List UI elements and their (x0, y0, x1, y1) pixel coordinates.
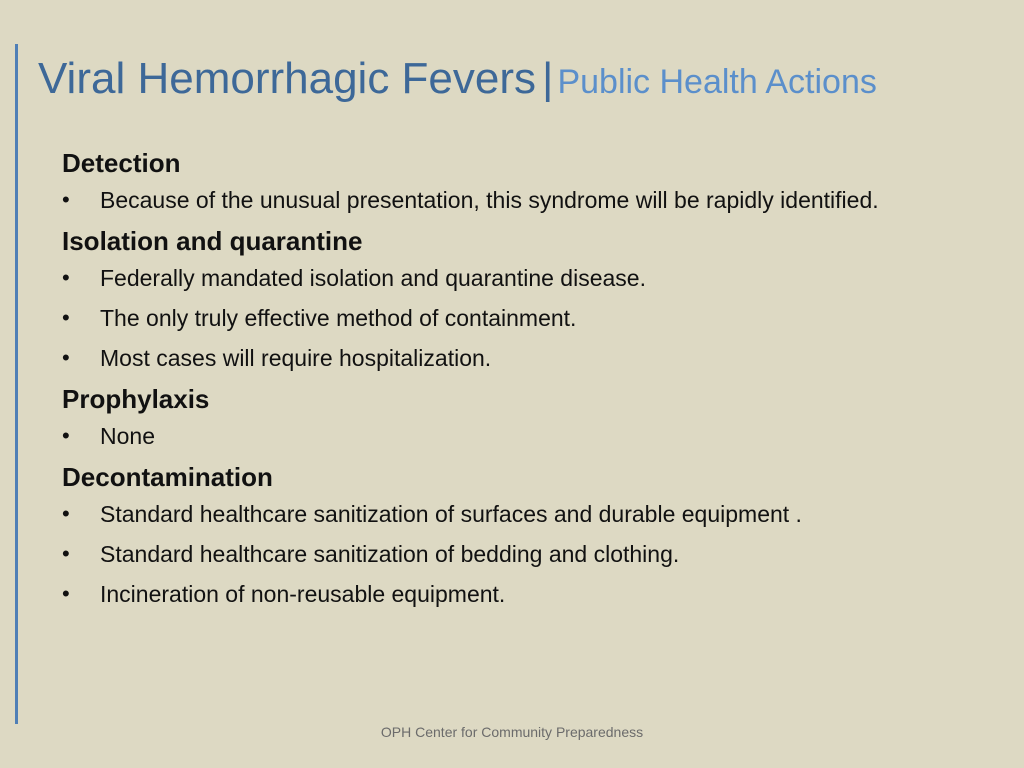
section-heading: Decontamination (62, 462, 273, 492)
bullet-glyph: • (62, 345, 70, 370)
bullet-list (62, 419, 962, 453)
bullet-text: None (100, 423, 155, 449)
bullet-list (62, 497, 962, 611)
title-separator: | (542, 54, 554, 103)
bullet-text: Most cases will require hospitalization. (100, 345, 492, 371)
bullet-glyph: • (62, 187, 70, 212)
bullet-list (62, 261, 962, 375)
accent-bar (15, 44, 18, 724)
bullet-item (62, 497, 962, 531)
bullet-item (62, 537, 962, 571)
slide-footer: OPH Center for Community Preparedness (380, 724, 644, 740)
bullet-list (62, 183, 962, 217)
section-heading: Prophylaxis (62, 384, 210, 414)
title-subtitle: Public Health Actions (557, 63, 877, 101)
slide-title (38, 54, 877, 104)
bullet-item (62, 419, 962, 453)
bullet-glyph: • (62, 581, 70, 606)
bullet-item (62, 577, 962, 611)
bullet-text: The only truly effective method of containment. (100, 305, 577, 331)
bullet-text: Because of the unusual presentation, this syndrome will be rapidly identified. (100, 187, 879, 213)
bullet-glyph: • (62, 265, 70, 290)
bullet-item (62, 183, 962, 217)
section-detection (62, 145, 962, 217)
bullet-item (62, 301, 962, 335)
section-isolation (62, 223, 962, 375)
bullet-text: Standard healthcare sanitization of surfaces and durable equipment . (100, 501, 802, 527)
slide-content (62, 145, 962, 617)
section-prophylaxis (62, 381, 962, 453)
section-heading: Detection (62, 148, 181, 178)
section-decontamination (62, 459, 962, 611)
bullet-glyph: • (62, 305, 70, 330)
bullet-glyph: • (62, 423, 70, 448)
title-main: Viral Hemorrhagic Fevers (38, 54, 537, 103)
bullet-glyph: • (62, 541, 70, 566)
section-heading: Isolation and quarantine (62, 226, 363, 256)
bullet-item (62, 341, 962, 375)
bullet-item (62, 261, 962, 295)
bullet-text: Incineration of non-reusable equipment. (100, 581, 506, 607)
bullet-text: Federally mandated isolation and quarantine disease. (100, 265, 646, 291)
bullet-text: Standard healthcare sanitization of bedding and clothing. (100, 541, 680, 567)
bullet-glyph: • (62, 501, 70, 526)
